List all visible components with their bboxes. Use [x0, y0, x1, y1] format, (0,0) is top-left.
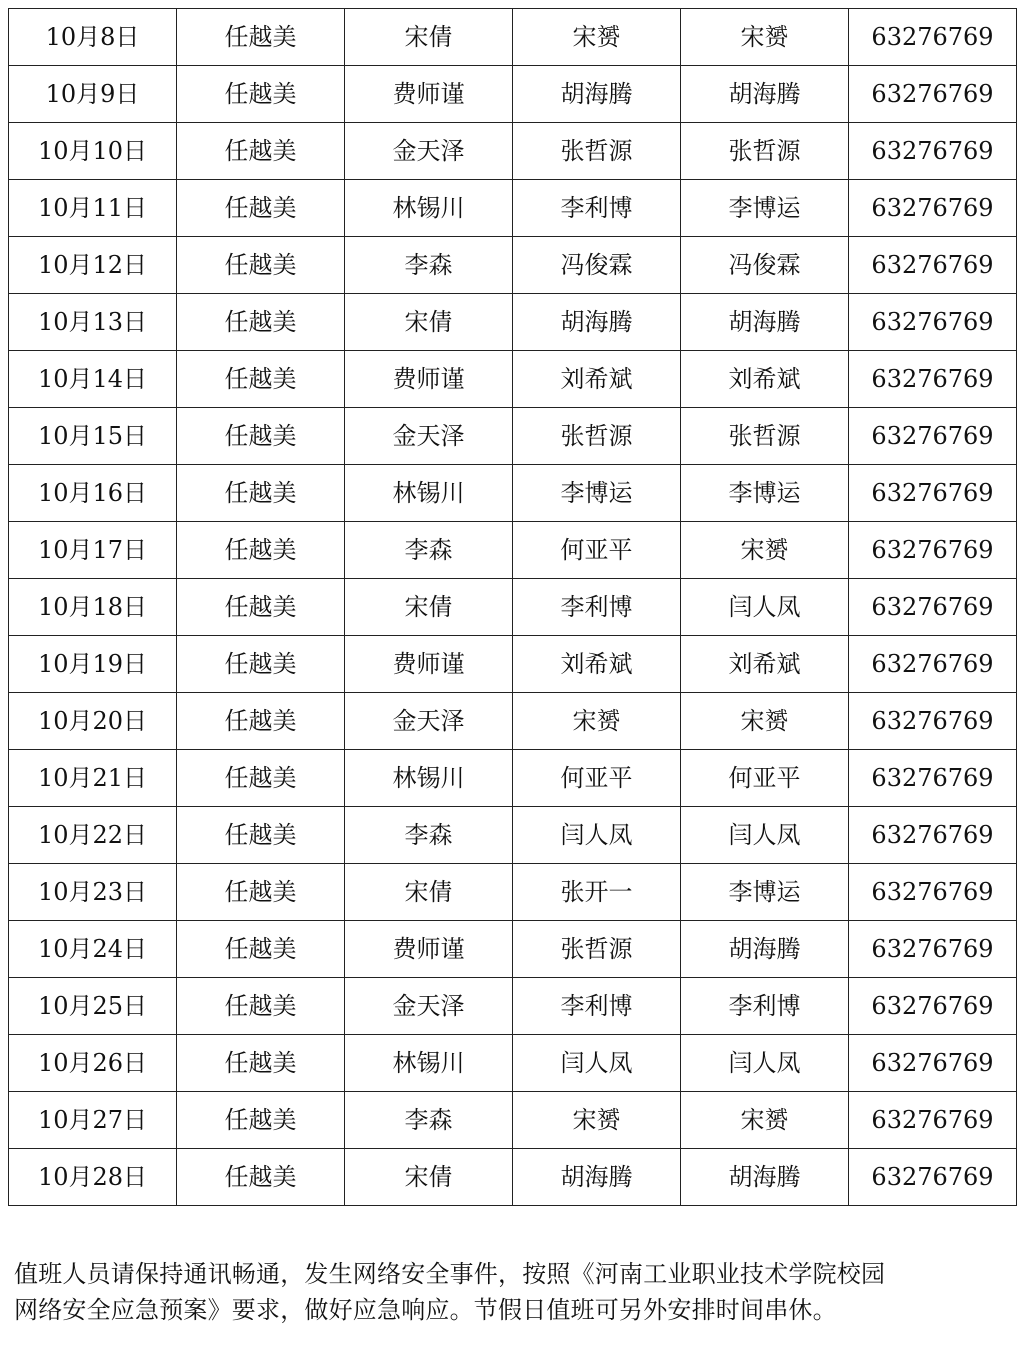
- leader-cell: 任越美: [177, 978, 345, 1035]
- network-staff-2-cell: 胡海腾: [681, 66, 849, 123]
- table-row: [9, 1035, 1017, 1092]
- network-staff-cell: 李利博: [513, 180, 681, 237]
- date-cell: 10月9日: [9, 66, 177, 123]
- date-cell: 10月10日: [9, 123, 177, 180]
- phone-cell: 63276769: [849, 579, 1017, 636]
- phone-cell: 63276769: [849, 636, 1017, 693]
- network-staff-2-cell: 刘希斌: [681, 636, 849, 693]
- date-cell: 10月19日: [9, 636, 177, 693]
- phone-cell: 63276769: [849, 237, 1017, 294]
- network-staff-cell: 胡海腾: [513, 66, 681, 123]
- network-staff-2-cell: 胡海腾: [681, 921, 849, 978]
- phone-cell: 63276769: [849, 978, 1017, 1035]
- phone-cell: 63276769: [849, 180, 1017, 237]
- phone-cell: 63276769: [849, 66, 1017, 123]
- date-cell: 10月28日: [9, 1149, 177, 1206]
- leader-cell: 任越美: [177, 807, 345, 864]
- duty-officer-cell: 费师谨: [345, 66, 513, 123]
- phone-cell: 63276769: [849, 465, 1017, 522]
- network-staff-2-cell: 李利博: [681, 978, 849, 1035]
- network-staff-2-cell: 张哲源: [681, 123, 849, 180]
- network-staff-2-cell: 宋赟: [681, 9, 849, 66]
- date-cell: 10月11日: [9, 180, 177, 237]
- phone-cell: 63276769: [849, 693, 1017, 750]
- leader-cell: 任越美: [177, 579, 345, 636]
- table-row: [9, 1149, 1017, 1206]
- phone-cell: 63276769: [849, 1149, 1017, 1206]
- note-line-2: 网络安全应急预案》要求，做好应急响应。节假日值班可另外安排时间串休。: [14, 1296, 837, 1324]
- table-row: [9, 693, 1017, 750]
- duty-officer-cell: 金天泽: [345, 978, 513, 1035]
- duty-officer-cell: 林锡川: [345, 750, 513, 807]
- leader-cell: 任越美: [177, 1149, 345, 1206]
- table-row: [9, 807, 1017, 864]
- leader-cell: 任越美: [177, 921, 345, 978]
- duty-officer-cell: 金天泽: [345, 123, 513, 180]
- duty-officer-cell: 金天泽: [345, 408, 513, 465]
- leader-cell: 任越美: [177, 750, 345, 807]
- network-staff-2-cell: 宋赟: [681, 693, 849, 750]
- table-row: [9, 864, 1017, 921]
- network-staff-2-cell: 冯俊霖: [681, 237, 849, 294]
- network-staff-2-cell: 闫人凤: [681, 807, 849, 864]
- table-row: [9, 180, 1017, 237]
- duty-officer-cell: 费师谨: [345, 636, 513, 693]
- duty-officer-cell: 费师谨: [345, 921, 513, 978]
- table-row: [9, 750, 1017, 807]
- duty-officer-cell: 林锡川: [345, 180, 513, 237]
- leader-cell: 任越美: [177, 522, 345, 579]
- network-staff-2-cell: 何亚平: [681, 750, 849, 807]
- network-staff-cell: 李利博: [513, 978, 681, 1035]
- table-row: [9, 579, 1017, 636]
- table-row: [9, 636, 1017, 693]
- leader-cell: 任越美: [177, 864, 345, 921]
- duty-officer-cell: 宋倩: [345, 1149, 513, 1206]
- duty-officer-cell: 费师谨: [345, 351, 513, 408]
- duty-officer-cell: 宋倩: [345, 294, 513, 351]
- leader-cell: 任越美: [177, 465, 345, 522]
- network-staff-cell: 张哲源: [513, 408, 681, 465]
- duty-officer-cell: 李森: [345, 522, 513, 579]
- network-staff-2-cell: 李博运: [681, 864, 849, 921]
- duty-officer-cell: 宋倩: [345, 9, 513, 66]
- date-cell: 10月18日: [9, 579, 177, 636]
- leader-cell: 任越美: [177, 66, 345, 123]
- duty-officer-cell: 林锡川: [345, 1035, 513, 1092]
- date-cell: 10月23日: [9, 864, 177, 921]
- table-row: [9, 408, 1017, 465]
- network-staff-2-cell: 李博运: [681, 180, 849, 237]
- date-cell: 10月22日: [9, 807, 177, 864]
- phone-cell: 63276769: [849, 1092, 1017, 1149]
- leader-cell: 任越美: [177, 9, 345, 66]
- network-staff-2-cell: 闫人凤: [681, 579, 849, 636]
- leader-cell: 任越美: [177, 1092, 345, 1149]
- duty-officer-cell: 宋倩: [345, 579, 513, 636]
- network-staff-cell: 宋赟: [513, 9, 681, 66]
- network-staff-cell: 刘希斌: [513, 636, 681, 693]
- network-staff-2-cell: 李博运: [681, 465, 849, 522]
- duty-note: [14, 1256, 1014, 1328]
- phone-cell: 63276769: [849, 351, 1017, 408]
- date-cell: 10月21日: [9, 750, 177, 807]
- duty-officer-cell: 李森: [345, 237, 513, 294]
- leader-cell: 任越美: [177, 294, 345, 351]
- network-staff-2-cell: 张哲源: [681, 408, 849, 465]
- network-staff-2-cell: 宋赟: [681, 522, 849, 579]
- note-line-1: 值班人员请保持通讯畅通，发生网络安全事件，按照《河南工业职业技术学院校园: [14, 1260, 886, 1288]
- duty-officer-cell: 李森: [345, 1092, 513, 1149]
- phone-cell: 63276769: [849, 522, 1017, 579]
- network-staff-2-cell: 胡海腾: [681, 294, 849, 351]
- network-staff-cell: 何亚平: [513, 750, 681, 807]
- date-cell: 10月25日: [9, 978, 177, 1035]
- duty-officer-cell: 宋倩: [345, 864, 513, 921]
- network-staff-cell: 张哲源: [513, 921, 681, 978]
- network-staff-cell: 李利博: [513, 579, 681, 636]
- network-staff-cell: 张开一: [513, 864, 681, 921]
- table-row: [9, 351, 1017, 408]
- phone-cell: 63276769: [849, 921, 1017, 978]
- phone-cell: 63276769: [849, 807, 1017, 864]
- network-staff-cell: 宋赟: [513, 693, 681, 750]
- network-staff-cell: 张哲源: [513, 123, 681, 180]
- leader-cell: 任越美: [177, 693, 345, 750]
- table-row: [9, 921, 1017, 978]
- leader-cell: 任越美: [177, 237, 345, 294]
- duty-schedule-table: [8, 8, 1017, 1206]
- table-row: [9, 9, 1017, 66]
- leader-cell: 任越美: [177, 123, 345, 180]
- phone-cell: 63276769: [849, 408, 1017, 465]
- date-cell: 10月24日: [9, 921, 177, 978]
- network-staff-2-cell: 宋赟: [681, 1092, 849, 1149]
- schedule-body: [9, 9, 1017, 1206]
- date-cell: 10月17日: [9, 522, 177, 579]
- network-staff-cell: 何亚平: [513, 522, 681, 579]
- phone-cell: 63276769: [849, 750, 1017, 807]
- date-cell: 10月15日: [9, 408, 177, 465]
- table-row: [9, 465, 1017, 522]
- network-staff-cell: 刘希斌: [513, 351, 681, 408]
- table-row: [9, 522, 1017, 579]
- date-cell: 10月27日: [9, 1092, 177, 1149]
- network-staff-cell: 李博运: [513, 465, 681, 522]
- table-row: [9, 66, 1017, 123]
- network-staff-2-cell: 闫人凤: [681, 1035, 849, 1092]
- phone-cell: 63276769: [849, 294, 1017, 351]
- network-staff-2-cell: 刘希斌: [681, 351, 849, 408]
- table-row: [9, 237, 1017, 294]
- duty-officer-cell: 金天泽: [345, 693, 513, 750]
- network-staff-cell: 冯俊霖: [513, 237, 681, 294]
- date-cell: 10月16日: [9, 465, 177, 522]
- date-cell: 10月12日: [9, 237, 177, 294]
- table-row: [9, 1092, 1017, 1149]
- network-staff-cell: 闫人凤: [513, 1035, 681, 1092]
- leader-cell: 任越美: [177, 351, 345, 408]
- network-staff-cell: 胡海腾: [513, 294, 681, 351]
- date-cell: 10月8日: [9, 9, 177, 66]
- network-staff-cell: 宋赟: [513, 1092, 681, 1149]
- phone-cell: 63276769: [849, 1035, 1017, 1092]
- network-staff-cell: 闫人凤: [513, 807, 681, 864]
- table-row: [9, 978, 1017, 1035]
- table-row: [9, 294, 1017, 351]
- date-cell: 10月14日: [9, 351, 177, 408]
- network-staff-cell: 胡海腾: [513, 1149, 681, 1206]
- table-row: [9, 123, 1017, 180]
- leader-cell: 任越美: [177, 408, 345, 465]
- phone-cell: 63276769: [849, 9, 1017, 66]
- phone-cell: 63276769: [849, 123, 1017, 180]
- leader-cell: 任越美: [177, 636, 345, 693]
- duty-officer-cell: 林锡川: [345, 465, 513, 522]
- leader-cell: 任越美: [177, 1035, 345, 1092]
- phone-cell: 63276769: [849, 864, 1017, 921]
- duty-officer-cell: 李森: [345, 807, 513, 864]
- leader-cell: 任越美: [177, 180, 345, 237]
- date-cell: 10月20日: [9, 693, 177, 750]
- date-cell: 10月26日: [9, 1035, 177, 1092]
- network-staff-2-cell: 胡海腾: [681, 1149, 849, 1206]
- date-cell: 10月13日: [9, 294, 177, 351]
